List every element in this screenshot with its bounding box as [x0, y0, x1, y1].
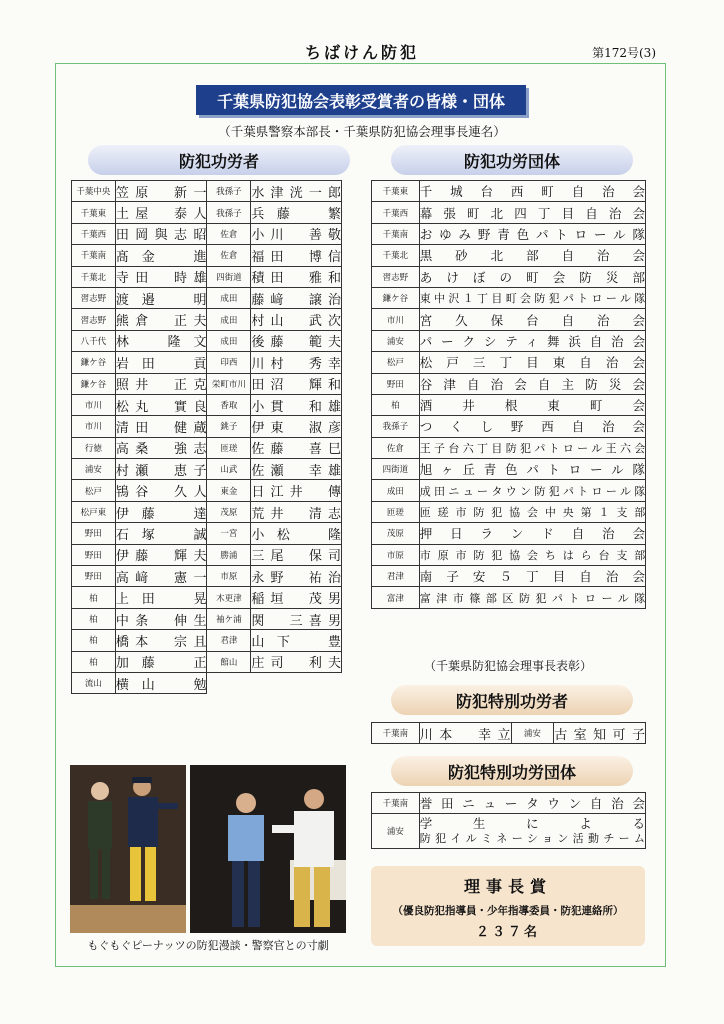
precinct-cell: 佐倉: [207, 223, 251, 244]
table-row: [372, 480, 646, 501]
name-cell: 田岡與志昭: [115, 223, 207, 244]
name-cell: 鴇谷 久人: [115, 480, 207, 501]
name-cell: 荒井 清志: [251, 501, 342, 522]
precinct-cell: 印西: [207, 352, 251, 373]
precinct-cell: 千葉東: [372, 181, 420, 202]
table-row: [72, 202, 342, 223]
newsletter-title: ちばけん防犯: [304, 43, 419, 62]
precinct-cell: 成田: [207, 287, 251, 308]
group-cell: 南子安５丁目自治会: [419, 566, 645, 587]
precinct-cell: 柏: [372, 394, 420, 415]
group-cell: あけぼの町会防災部: [419, 266, 645, 287]
name-cell: 福田 博信: [251, 245, 342, 266]
director-award-title: 理事長賞: [463, 877, 552, 896]
precinct-cell: 柏: [72, 608, 116, 629]
group-cell: 黒砂北部自治会: [419, 245, 645, 266]
group-cell: 押日ランド自治会: [419, 523, 645, 544]
group-cell: 谷津自治会自主防災会: [419, 373, 645, 394]
precinct-cell: 四街道: [207, 266, 251, 287]
precinct-cell: 匝瑳: [207, 437, 251, 458]
name-cell: 土屋 泰人: [115, 202, 207, 223]
special-groups-heading: 防犯特別功労団体: [391, 756, 633, 786]
precinct-cell: 我孫子: [207, 181, 251, 202]
group-line-2: 防犯イルミネーション活動チーム: [419, 832, 645, 846]
empty-cell: [207, 672, 342, 693]
table-row: [72, 608, 342, 629]
name-cell: 岩田 貢: [115, 352, 207, 373]
precinct-cell: 木更津: [207, 587, 251, 608]
name-cell: 伊藤 達: [115, 501, 207, 522]
table-row: [372, 266, 646, 287]
name-cell: 橋本 宗且: [115, 630, 207, 651]
table-row: [372, 566, 646, 587]
special-groups-table: [371, 792, 646, 849]
precinct-cell: 千葉北: [372, 245, 420, 266]
precinct-cell: 東金: [207, 480, 251, 501]
merit-groups-heading: 防犯功労団体: [391, 145, 633, 175]
name-cell: 水津洸一郎: [251, 181, 342, 202]
precinct-cell: 八千代: [72, 330, 116, 351]
name-cell: 川本 幸立: [419, 723, 511, 744]
table-row: [72, 352, 342, 373]
name-cell: 川村 秀幸: [251, 352, 342, 373]
name-cell: 後藤 範夫: [251, 330, 342, 351]
name-cell: 小松 隆: [251, 523, 342, 544]
precinct-cell: 野田: [72, 523, 116, 544]
merit-persons-table: [71, 180, 342, 694]
banner-subtitle: （千葉県警察本部長・千葉県防犯協会理事長連名）: [218, 124, 506, 139]
precinct-cell: 館山: [207, 651, 251, 672]
merit-persons-heading: 防犯功労者: [88, 145, 350, 175]
name-cell: 高﨑 憲一: [115, 566, 207, 587]
group-cell: 東中沢１丁目町会防犯パトロール隊: [419, 287, 645, 308]
table-row: [72, 373, 342, 394]
page-banner: 千葉県防犯協会表彰受賞者の皆様・団体: [196, 85, 526, 115]
table-row: [72, 587, 342, 608]
table-row: [72, 501, 342, 522]
table-row: [372, 373, 646, 394]
director-award-count: ２３７名: [475, 925, 540, 940]
precinct-cell: 栄町市川: [207, 373, 251, 394]
table-row: [72, 309, 342, 330]
precinct-cell: 鎌ケ谷: [72, 352, 116, 373]
precinct-cell: 我孫子: [207, 202, 251, 223]
name-cell: 林 隆文: [115, 330, 207, 351]
precinct-cell: 千葉南: [72, 245, 116, 266]
precinct-cell: 君津: [207, 630, 251, 651]
name-cell: 山下 豊: [251, 630, 342, 651]
precinct-cell: 我孫子: [372, 416, 420, 437]
table-row: [372, 459, 646, 480]
group-cell: 千城台西町自治会: [419, 181, 645, 202]
name-cell: 伊藤 輝夫: [115, 544, 207, 565]
name-cell: 渡邉 明: [115, 287, 207, 308]
name-cell: 藤﨑 譲治: [251, 287, 342, 308]
table-row: [72, 394, 342, 415]
table-row: [372, 501, 646, 522]
table-row: [72, 651, 342, 672]
precinct-cell: 千葉南: [372, 723, 420, 744]
precinct-cell: 成田: [207, 309, 251, 330]
group-cell: 酒井根東町会: [419, 394, 645, 415]
table-row: [72, 523, 342, 544]
group-cell: 誉田ニュータウン自治会: [419, 793, 645, 814]
precinct-cell: 流山: [72, 672, 116, 693]
table-row: [372, 352, 646, 373]
table-row: [72, 480, 342, 501]
precinct-cell: 市原: [372, 544, 420, 565]
precinct-cell: 松戸: [72, 480, 116, 501]
table-row: [372, 309, 646, 330]
precinct-cell: 野田: [372, 373, 420, 394]
name-cell: 兵藤 繁: [251, 202, 342, 223]
group-line-1: 学生による: [419, 816, 645, 832]
precinct-cell: 千葉中央: [72, 181, 116, 202]
special-persons-table: [371, 722, 646, 744]
name-cell: 庄司 利夫: [251, 651, 342, 672]
photo-caption: もぐもぐピーナッツの防犯漫談・警察官との寸劇: [87, 939, 329, 952]
group-cell: 松戸三丁目東自治会: [419, 352, 645, 373]
name-cell: 上田 晃: [115, 587, 207, 608]
precinct-cell: 一宮: [207, 523, 251, 544]
precinct-cell: 柏: [72, 651, 116, 672]
name-cell: 永野 祐治: [251, 566, 342, 587]
group-cell: つくし野西自治会: [419, 416, 645, 437]
table-row: [72, 330, 342, 351]
name-cell: 小貫 和雄: [251, 394, 342, 415]
precinct-cell: 市川: [72, 416, 116, 437]
precinct-cell: 成田: [372, 480, 420, 501]
table-row: [372, 416, 646, 437]
table-row: [72, 437, 342, 458]
name-cell: 小川 善敬: [251, 223, 342, 244]
precinct-cell: 成田: [207, 330, 251, 351]
comedy-performance-photo: [70, 765, 186, 933]
chairman-award-note: （千葉県防犯協会理事長表彰）: [423, 659, 592, 673]
group-cell: 幕張町北四丁目自治会: [419, 202, 645, 223]
precinct-cell: 香取: [207, 394, 251, 415]
name-cell: 佐藤 喜巳: [251, 437, 342, 458]
name-cell: 笠原 新一: [115, 181, 207, 202]
table-row: [372, 245, 646, 266]
director-award-box: [371, 866, 645, 946]
precinct-cell: 市川: [372, 309, 420, 330]
precinct-cell: 鎌ケ谷: [72, 373, 116, 394]
group-cell: 宮久保台自治会: [419, 309, 645, 330]
table-row: [372, 587, 646, 608]
table-row: [372, 202, 646, 223]
merit-groups-table: [371, 180, 646, 609]
group-cell: [419, 814, 645, 849]
group-cell: 富津市篠部区防犯パトロール隊: [419, 587, 645, 608]
name-cell: 三尾 保司: [251, 544, 342, 565]
name-cell: 古室知可子: [554, 723, 646, 744]
precinct-cell: 習志野: [372, 266, 420, 287]
precinct-cell: 佐倉: [372, 437, 420, 458]
precinct-cell: 千葉南: [372, 793, 420, 814]
precinct-cell: 鎌ケ谷: [372, 287, 420, 308]
table-row: [72, 287, 342, 308]
table-row: [72, 566, 342, 587]
precinct-cell: 習志野: [72, 287, 116, 308]
name-cell: 積田 雅和: [251, 266, 342, 287]
group-cell: 市原市防犯協会ちはら台支部: [419, 544, 645, 565]
precinct-cell: 山武: [207, 459, 251, 480]
precinct-cell: 浦安: [72, 459, 116, 480]
group-cell: 成田ニュータウン防犯パトロール隊: [419, 480, 645, 501]
table-row: [372, 223, 646, 244]
precinct-cell: 市川: [72, 394, 116, 415]
table-row: [372, 523, 646, 544]
table-row: [72, 544, 342, 565]
table-row: [72, 630, 342, 651]
precinct-cell: 佐倉: [207, 245, 251, 266]
table-row: [372, 723, 646, 744]
precinct-cell: 銚子: [207, 416, 251, 437]
name-cell: 日江井 傳: [251, 480, 342, 501]
precinct-cell: 匝瑳: [372, 501, 420, 522]
police-skit-photo: [190, 765, 346, 933]
precinct-cell: 浦安: [372, 330, 420, 351]
group-cell: 王子台六丁目防犯パトロール王六会: [419, 437, 645, 458]
name-cell: 髙金 進: [115, 245, 207, 266]
table-row: [72, 181, 342, 202]
name-cell: 高桑 強志: [115, 437, 207, 458]
table-row: [72, 459, 342, 480]
name-cell: 佐瀬 幸雄: [251, 459, 342, 480]
precinct-cell: 君津: [372, 566, 420, 587]
name-cell: 加藤 正: [115, 651, 207, 672]
precinct-cell: 野田: [72, 544, 116, 565]
precinct-cell: 柏: [72, 630, 116, 651]
precinct-cell: 松戸東: [72, 501, 116, 522]
table-row: [72, 223, 342, 244]
name-cell: 横山 勉: [115, 672, 207, 693]
table-row: [372, 793, 646, 814]
precinct-cell: 浦安: [372, 814, 420, 849]
precinct-cell: 野田: [72, 566, 116, 587]
table-row: [372, 814, 646, 849]
name-cell: 清田 健蔵: [115, 416, 207, 437]
precinct-cell: 千葉西: [72, 223, 116, 244]
table-row: [372, 394, 646, 415]
group-cell: おゆみ野青色パトロール隊: [419, 223, 645, 244]
precinct-cell: 四街道: [372, 459, 420, 480]
table-row: [372, 287, 646, 308]
precinct-cell: 千葉南: [372, 223, 420, 244]
name-cell: 稲垣 茂男: [251, 587, 342, 608]
name-cell: 田沼 輝和: [251, 373, 342, 394]
name-cell: 伊東 淑彦: [251, 416, 342, 437]
precinct-cell: 袖ケ浦: [207, 608, 251, 629]
name-cell: 照井 正克: [115, 373, 207, 394]
precinct-cell: 柏: [72, 587, 116, 608]
precinct-cell: 松戸: [372, 352, 420, 373]
table-row: [72, 672, 342, 693]
group-cell: 匝瑳市防犯協会中央第１支部: [419, 501, 645, 522]
precinct-cell: 茂原: [372, 523, 420, 544]
precinct-cell: 茂原: [207, 501, 251, 522]
name-cell: 石塚 誠: [115, 523, 207, 544]
table-row: [372, 181, 646, 202]
name-cell: 寺田 時雄: [115, 266, 207, 287]
table-row: [372, 544, 646, 565]
precinct-cell: 行徳: [72, 437, 116, 458]
name-cell: 村瀬 恵子: [115, 459, 207, 480]
name-cell: 関 三喜男: [251, 608, 342, 629]
precinct-cell: 習志野: [72, 309, 116, 330]
table-row: [72, 266, 342, 287]
precinct-cell: 千葉西: [372, 202, 420, 223]
precinct-cell: 千葉東: [72, 202, 116, 223]
precinct-cell: 千葉北: [72, 266, 116, 287]
name-cell: 村山 武次: [251, 309, 342, 330]
table-row: [72, 245, 342, 266]
issue-number: 第172号(3): [592, 46, 656, 60]
name-cell: 松丸 實良: [115, 394, 207, 415]
precinct-cell: 浦安: [511, 723, 554, 744]
table-row: [372, 330, 646, 351]
name-cell: 中条 伸生: [115, 608, 207, 629]
director-award-subtitle: （優良防犯指導員・少年指導委員・防犯連絡所）: [392, 905, 624, 917]
name-cell: 熊倉 正夫: [115, 309, 207, 330]
precinct-cell: 市原: [207, 566, 251, 587]
precinct-cell: 勝浦: [207, 544, 251, 565]
group-cell: 旭ヶ丘青色パトロール隊: [419, 459, 645, 480]
table-row: [372, 437, 646, 458]
special-persons-heading: 防犯特別功労者: [391, 685, 633, 715]
precinct-cell: 富津: [372, 587, 420, 608]
group-cell: パークシティ舞浜自治会: [419, 330, 645, 351]
table-row: [72, 416, 342, 437]
